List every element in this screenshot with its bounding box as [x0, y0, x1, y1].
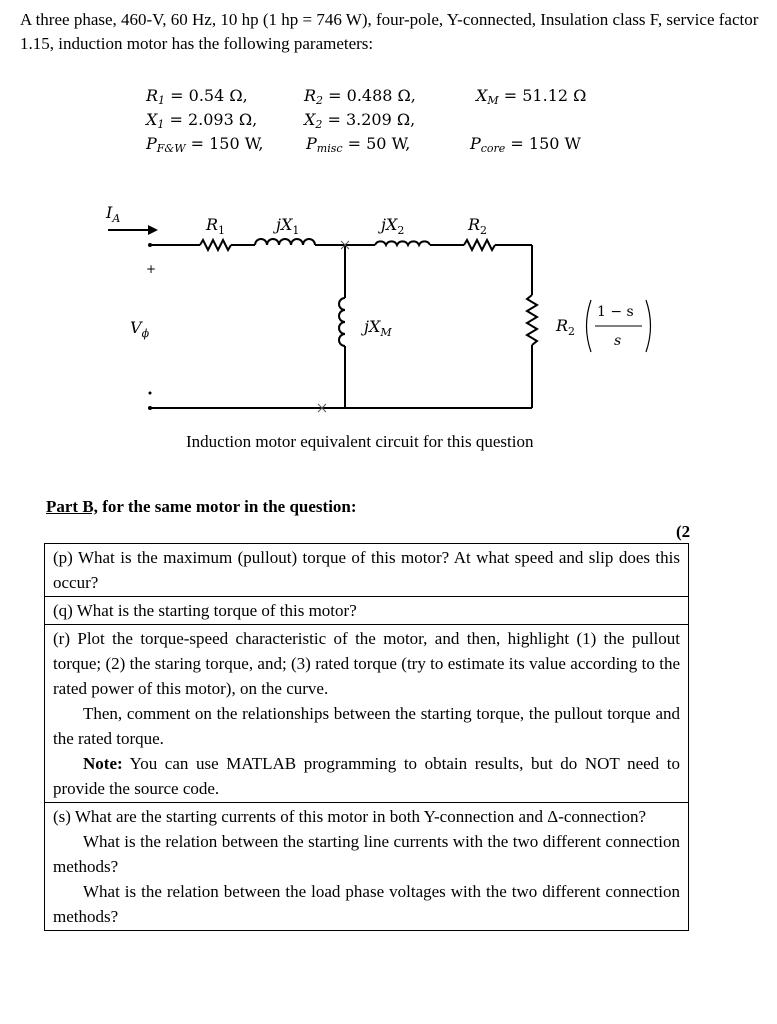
question-q: (q) What is the starting torque of this motor? [45, 596, 688, 624]
plus-sign: + [146, 262, 157, 276]
current-label: $I_A$ [106, 203, 121, 225]
question-p: (p) What is the maximum (pullout) torque of this motor? At what speed and slip does this occur? [53, 548, 680, 592]
load-denominator: s [614, 333, 622, 349]
param-r2: $R_2 = 0.488$ Ω, [304, 86, 416, 107]
voltage-label: $V_\phi$ [130, 318, 150, 340]
problem-intro: A three phase, 460-V, 60 Hz, 10 hp (1 hp = 746 W), four-pole, Y-connected, Insulation class F, service factor 1.15, induction motor has the following parameters: [20, 10, 759, 53]
param-pcore: $P_{core} = 150$ W [470, 134, 581, 155]
param-pfw: $P_{F\&W} = 150$ W, [146, 134, 264, 155]
r2-label: $R_2$ [468, 215, 488, 237]
param-xm: $X_M = 51.12$ Ω [476, 86, 587, 107]
jx1-inductor [255, 239, 315, 245]
jx1-label: $jX_1$ [276, 215, 300, 237]
jx2-inductor [375, 241, 430, 245]
question-r: (r) Plot the torque-speed characteristic of the motor, and then, highlight (1) the pullout torque; (2) the staring torque, and; (3) rated torque (try to estimate its value according to the rated power of this motor), on the curve. Then, comment on the relationships between the starting torque, the pullout torque and the rated torque. Note: You can use MATLAB programming to obtain results, but do NOT need to provide the source code. [45, 624, 688, 802]
param-x1: $X_1 = 2.093$ Ω, [146, 110, 258, 131]
circuit-caption: Induction motor equivalent circuit for this question [186, 432, 534, 451]
terminal-top [148, 243, 152, 247]
r1-label: $R_1$ [206, 215, 226, 237]
param-x2: $X_2 = 3.209$ Ω, [304, 110, 416, 131]
left-paren [587, 300, 592, 352]
load-r-label: $R_2$ [556, 316, 576, 338]
minus-dot [149, 392, 152, 395]
load-resistor [527, 295, 537, 345]
marks-label: (2 [676, 522, 691, 541]
param-r1: $R_1 = 0.54$ Ω, [146, 86, 248, 107]
note-label: Note: [83, 754, 123, 773]
part-b-heading: Part B, for the same motor in the question: [46, 497, 357, 516]
question-s: (s) What are the starting currents of this motor in both Y-connection and Δ-connection? What is the relation between the starting line currents with the two different connection methods? What is the relation between the load phase voltages with the two different connection methods? [45, 802, 688, 930]
param-pmisc: $P_{misc} = 50$ W, [306, 134, 411, 155]
right-paren [646, 300, 651, 352]
terminal-bottom [148, 406, 152, 410]
questions-table [44, 543, 689, 931]
jx2-label: $jX_2$ [381, 215, 405, 237]
jxm-label: $jX_M$ [364, 317, 392, 339]
load-numerator: 1 − s [597, 304, 634, 320]
equivalent-circuit-diagram [0, 190, 777, 430]
current-arrowhead [148, 225, 158, 235]
r2-resistor [464, 240, 495, 250]
r1-resistor [200, 240, 231, 250]
jxm-inductor [339, 298, 345, 346]
